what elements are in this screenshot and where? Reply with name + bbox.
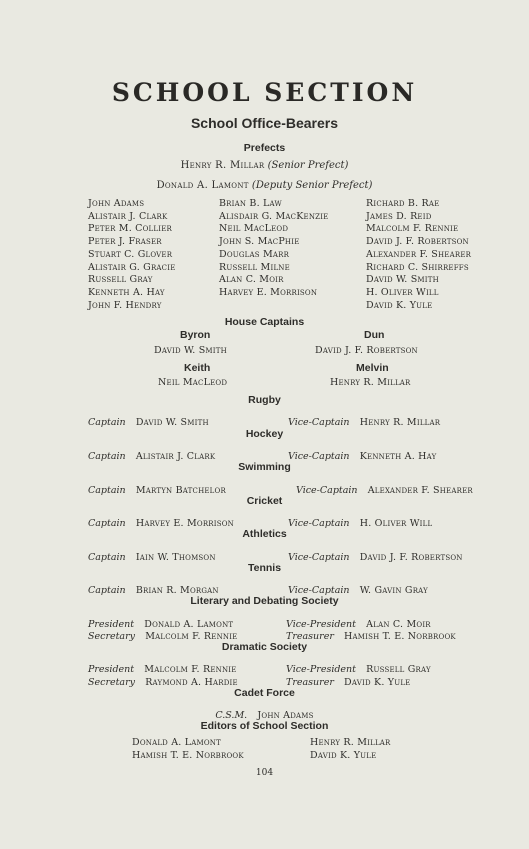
subtitle: School Office-Bearers — [190, 115, 339, 131]
prefect-name: David W. Smith — [366, 274, 439, 286]
vice-captain-label: Vice-Captain — [288, 585, 350, 596]
house-name-melvin: Melvin — [356, 362, 389, 374]
prefect-name: John S. MacPhie — [219, 236, 300, 248]
literary-treasurer: Hamish T. E. Norbrook — [344, 631, 456, 642]
deputy-prefect-line — [0, 180, 529, 191]
captain-label: Captain — [88, 451, 126, 462]
prefect-name: Alan C. Moir — [219, 274, 284, 286]
house-captain-dun: David J. F. Robertson — [315, 345, 418, 356]
cadet-heading: Cadet Force — [234, 687, 295, 699]
prefect-name: Kenneth A. Hay — [88, 286, 165, 298]
section-title: SCHOOL SECTION — [111, 78, 418, 107]
vice-president-label: Vice-President — [286, 664, 356, 675]
cricket-vice-captain: H. Oliver Will — [359, 518, 433, 529]
house-captains-heading: House Captains — [224, 316, 305, 328]
president-label: President — [88, 664, 135, 675]
dramatic-secretary: Raymond A. Hardie — [145, 677, 238, 688]
prefect-name: Alistair G. Gracie — [88, 261, 176, 273]
captain-label: Captain — [88, 585, 126, 596]
literary-secretary: Malcolm F. Rennie — [145, 631, 238, 642]
prefect-name: Richard B. Rae — [366, 198, 440, 209]
cricket-captain: Harvey E. Morrison — [135, 518, 235, 529]
editor-name: Donald A. Lamont — [132, 737, 221, 748]
secretary-label: Secretary — [88, 631, 136, 642]
prefect-name: Alexander F. Shearer — [366, 248, 472, 260]
rugby-captain: David W. Smith — [135, 417, 209, 428]
vice-captain-label: Vice-Captain — [296, 485, 358, 496]
treasurer-label: Treasurer — [286, 631, 334, 642]
house-name-dun: Dun — [364, 329, 385, 341]
prefect-name: Alistair J. Clark — [88, 210, 168, 222]
prefects-column-2 — [219, 198, 329, 300]
senior-prefect-line — [0, 160, 529, 171]
editor-name: Hamish T. E. Norbrook — [132, 749, 244, 761]
senior-prefect-role: (Senior Prefect) — [267, 160, 349, 171]
dramatic-treasurer: David K. Yule — [344, 677, 411, 688]
swimming-captain: Martyn Batchelor — [135, 485, 226, 496]
tennis-captain: Brian R. Morgan — [135, 585, 219, 596]
vice-captain-label: Vice-Captain — [288, 417, 350, 428]
captain-label: Captain — [88, 518, 126, 529]
vice-captain-label: Vice-Captain — [288, 552, 350, 563]
vice-captain-label: Vice-Captain — [288, 518, 350, 529]
swimming-vice-captain: Alexander F. Shearer — [367, 485, 473, 496]
prefect-name: John F. Hendry — [88, 299, 162, 311]
sport-heading-rugby: Rugby — [248, 394, 281, 406]
athletics-captain: Iain W. Thomson — [135, 552, 216, 563]
dramatic-heading: Dramatic Society — [221, 641, 308, 653]
captain-label: Captain — [88, 417, 126, 428]
hockey-captain: Alistair J. Clark — [135, 451, 216, 462]
sport-heading-cricket: Cricket — [246, 495, 283, 507]
rugby-captain-line — [88, 410, 209, 429]
literary-heading: Literary and Debating Society — [190, 595, 339, 607]
prefect-name: H. Oliver Will — [366, 286, 439, 298]
editor-name: Henry R. Millar — [310, 737, 391, 748]
captain-label: Captain — [88, 485, 126, 496]
prefect-name: Richard C. Shirreffs — [366, 261, 469, 273]
vice-captain-label: Vice-Captain — [288, 451, 350, 462]
prefect-name: James D. Reid — [366, 210, 432, 222]
prefect-name: Harvey E. Morrison — [219, 286, 318, 298]
literary-vice-president: Alan C. Moir — [366, 619, 431, 630]
prefect-name: Russell Gray — [88, 274, 153, 286]
house-captain-byron: David W. Smith — [154, 345, 227, 356]
captain-label: Captain — [88, 552, 126, 563]
prefects-heading: Prefects — [243, 142, 286, 154]
deputy-prefect-role: (Deputy Senior Prefect) — [251, 180, 373, 191]
cadet-role: C.S.M. — [215, 710, 248, 721]
prefect-name: Alisdair G. MacKenzie — [219, 210, 329, 222]
prefect-name: Douglas Marr — [219, 248, 290, 260]
dramatic-president: Malcolm F. Rennie — [144, 664, 237, 675]
literary-president: Donald A. Lamont — [144, 619, 234, 630]
athletics-vice-captain: David J. F. Robertson — [359, 552, 463, 563]
prefect-name: David K. Yule — [366, 299, 433, 311]
prefect-name: Brian B. Law — [219, 198, 282, 209]
prefect-name: Peter M. Collier — [88, 223, 172, 235]
sport-heading-tennis: Tennis — [247, 562, 282, 574]
editors-heading: Editors of School Section — [200, 720, 329, 732]
sport-heading-hockey: Hockey — [245, 428, 284, 440]
prefect-name: David J. F. Robertson — [366, 236, 469, 248]
rugby-vice-line — [288, 410, 440, 429]
house-name-keith: Keith — [184, 362, 211, 374]
president-label: President — [88, 619, 135, 630]
tennis-vice-captain: W. Gavin Gray — [359, 585, 428, 596]
deputy-prefect-name: Donald A. Lamont — [156, 180, 249, 191]
sport-heading-swimming: Swimming — [238, 461, 291, 473]
editors-column-2 — [310, 737, 391, 762]
house-captain-keith: Neil MacLeod — [158, 377, 228, 388]
editor-name: David K. Yule — [310, 749, 377, 761]
prefect-name: Peter J. Fraser — [88, 236, 162, 248]
prefect-name: Neil MacLeod — [219, 223, 289, 235]
vice-president-label: Vice-President — [286, 619, 356, 630]
sport-heading-athletics: Athletics — [242, 528, 287, 540]
cadet-name: John Adams — [257, 710, 314, 721]
prefects-column-1 — [88, 198, 176, 312]
house-captain-melvin: Henry R. Millar — [330, 377, 411, 388]
prefect-name: Russell Milne — [219, 261, 290, 273]
rugby-vice-captain: Henry R. Millar — [359, 417, 441, 428]
prefect-name: Malcolm F. Rennie — [366, 223, 459, 235]
prefect-name: John Adams — [88, 198, 145, 209]
house-name-byron: Byron — [180, 329, 211, 341]
secretary-label: Secretary — [88, 677, 136, 688]
treasurer-label: Treasurer — [286, 677, 334, 688]
dramatic-vice-president: Russell Gray — [366, 664, 431, 675]
page-number: 104 — [255, 768, 274, 778]
hockey-vice-captain: Kenneth A. Hay — [359, 451, 437, 462]
senior-prefect-name: Henry R. Millar — [180, 160, 265, 171]
prefect-name: Stuart C. Glover — [88, 248, 173, 260]
editors-column-1 — [132, 737, 244, 762]
prefects-column-3 — [366, 198, 471, 312]
